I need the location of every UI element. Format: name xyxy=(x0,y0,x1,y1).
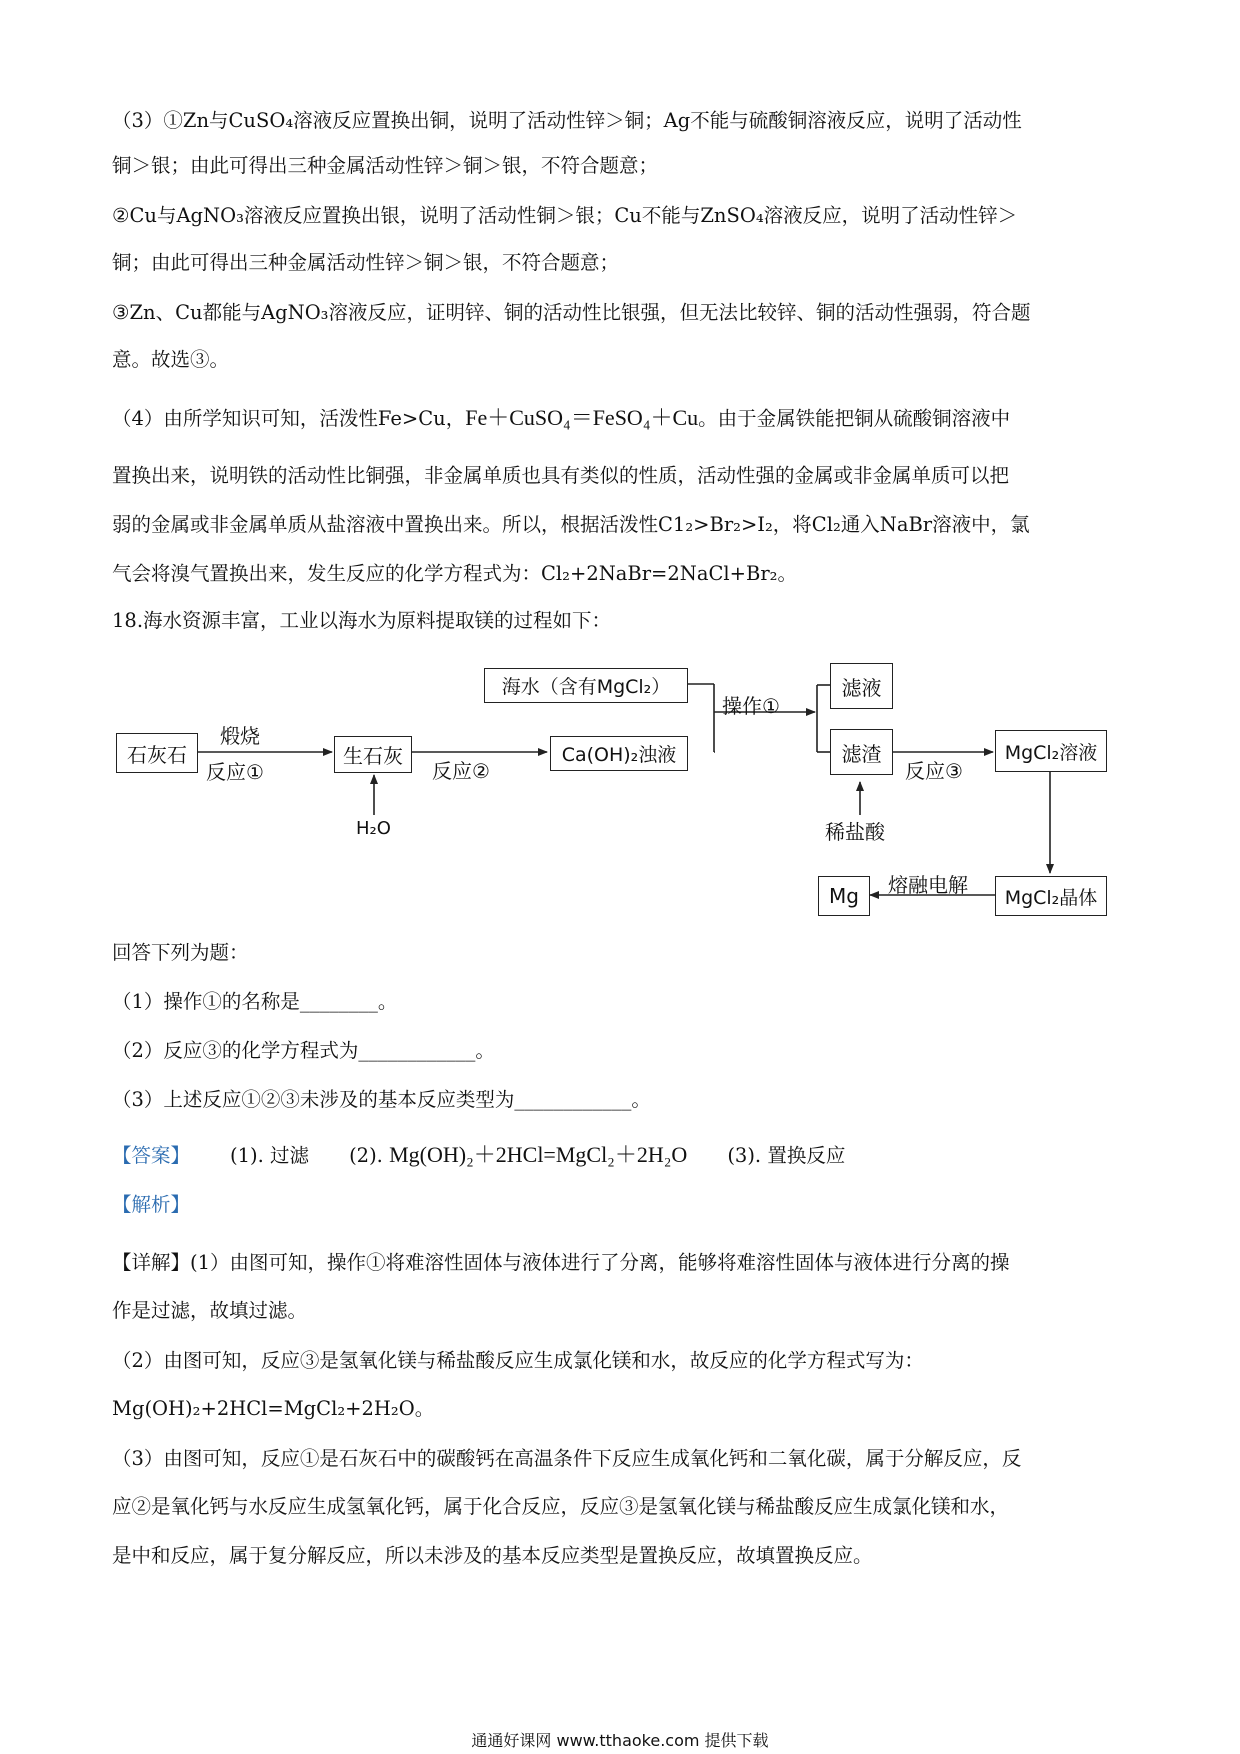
part3-line-2: 铜＞银；由此可得出三种金属活动性锌＞铜＞银，不符合题意； xyxy=(112,154,659,177)
analysis-line-7: 是中和反应，属于复分解反应，所以未涉及的基本反应类型是置换反应，故填置换反应。 xyxy=(112,1544,873,1567)
box-limestone: 石灰石 xyxy=(116,733,198,773)
box-mgcl2-solution: MgCl₂溶液 xyxy=(995,730,1107,772)
page-footer: 通通好课网 www.tthaoke.com 提供下载 xyxy=(471,1731,769,1750)
part4-line-1 xyxy=(112,405,1010,432)
question-18-stem: 18.海水资源丰富，工业以海水为原料提取镁的过程如下： xyxy=(112,609,612,632)
label-melt-electrolysis: 熔融电解 xyxy=(888,873,968,897)
analysis-line-6: 应②是氧化钙与水反应生成氢氧化钙，属于化合反应，反应③是氢氧化镁与稀盐酸反应生成氯化镁和水， xyxy=(112,1495,1010,1518)
part4-text-pre: （4）由所学知识可知，活泼性Fe>Cu， xyxy=(112,407,466,430)
question-3: （3）上述反应①②③未涉及的基本反应类型为____________。 xyxy=(112,1088,651,1111)
answer-3: 置换反应 xyxy=(767,1144,846,1167)
label-calcine: 煅烧 xyxy=(220,724,260,748)
answer-2-equation: Mg(OH)₂＋2HCl=MgCl₂＋2H₂O xyxy=(389,1142,688,1167)
part3-line-6: 意。故选③。 xyxy=(112,348,230,371)
part4-line-2: 置换出来，说明铁的活动性比铜强，非金属单质也具有类似的性质，活动性强的金属或非金属单质可以把 xyxy=(112,464,1010,487)
label-reaction-3: 反应③ xyxy=(905,759,963,783)
label-water: H₂O xyxy=(356,818,391,839)
answer-1: 过滤 xyxy=(270,1144,310,1167)
box-quicklime: 生石灰 xyxy=(334,736,412,773)
question-1: （1）操作①的名称是________。 xyxy=(112,990,398,1013)
question-prompt: 回答下列为题： xyxy=(112,941,249,964)
box-seawater: 海水（含有MgCl₂） xyxy=(484,668,688,703)
part3-line-3: ②Cu与AgNO₃溶液反应置换出银，说明了活动性铜＞银；Cu不能与ZnSO₄溶液反应，说明了活动性锌＞ xyxy=(112,204,1018,227)
answer-3-number: (3). xyxy=(727,1144,762,1167)
answer-line xyxy=(112,1142,845,1169)
part4-line-4: 气会将溴气置换出来，发生反应的化学方程式为：Cl₂+2NaBr=2NaCl+Br₂。 xyxy=(112,562,797,585)
analysis-line-3: （2）由图可知，反应③是氢氧化镁与稀盐酸反应生成氯化镁和水，故反应的化学方程式写为： xyxy=(112,1349,924,1372)
box-magnesium: Mg xyxy=(818,876,870,916)
analysis-line-1: 【详解】(1）由图可知，操作①将难溶性固体与液体进行了分离，能够将难溶性固体与液体进行分离的操 xyxy=(112,1251,1010,1274)
question-2: （2）反应③的化学方程式为____________。 xyxy=(112,1039,495,1062)
box-mgcl2-crystal: MgCl₂晶体 xyxy=(995,876,1107,916)
label-dilute-hcl: 稀盐酸 xyxy=(825,820,885,844)
part3-line-4: 铜；由此可得出三种金属活动性锌＞铜＞银，不符合题意； xyxy=(112,251,620,274)
answer-2-number: (2). xyxy=(349,1144,383,1167)
analysis-line-4: Mg(OH)₂+2HCl=MgCl₂+2H₂O。 xyxy=(112,1397,435,1420)
part3-line-5: ③Zn、Cu都能与AgNO₃溶液反应，证明锌、铜的活动性比银强，但无法比较锌、铜的活动性强弱，符合题 xyxy=(112,301,1031,324)
part4-equation: Fe＋CuSO₄＝FeSO₄＋Cu xyxy=(465,405,699,430)
analysis-line-5: （3）由图可知，反应①是石灰石中的碳酸钙在高温条件下反应生成氧化钙和二氧化碳，属于分解反应，反 xyxy=(112,1447,1022,1470)
box-calcium-hydroxide-slurry: Ca(OH)₂浊液 xyxy=(550,736,688,771)
label-reaction-2: 反应② xyxy=(432,759,490,783)
answer-1-number: (1). xyxy=(230,1144,264,1167)
part3-line-1: （3）①Zn与CuSO₄溶液反应置换出铜，说明了活动性锌＞铜；Ag不能与硫酸铜溶液反应，说明了活动性 xyxy=(112,109,1022,132)
box-filtrate: 滤液 xyxy=(830,663,893,709)
analysis-line-2: 作是过滤，故填过滤。 xyxy=(112,1299,308,1322)
answer-tag: 【答案】 xyxy=(112,1144,191,1167)
box-filter-residue: 滤渣 xyxy=(830,729,893,775)
label-operation-1: 操作① xyxy=(722,694,780,718)
part4-text-post: 。由于金属铁能把铜从硫酸铜溶液中 xyxy=(698,407,1011,430)
analysis-tag: 【解析】 xyxy=(112,1193,191,1216)
label-reaction-1: 反应① xyxy=(206,760,264,784)
part4-line-3: 弱的金属或非金属单质从盐溶液中置换出来。所以，根据活泼性C1₂>Br₂>I₂，将Cl₂通入NaBr溶液中，氯 xyxy=(112,513,1030,536)
